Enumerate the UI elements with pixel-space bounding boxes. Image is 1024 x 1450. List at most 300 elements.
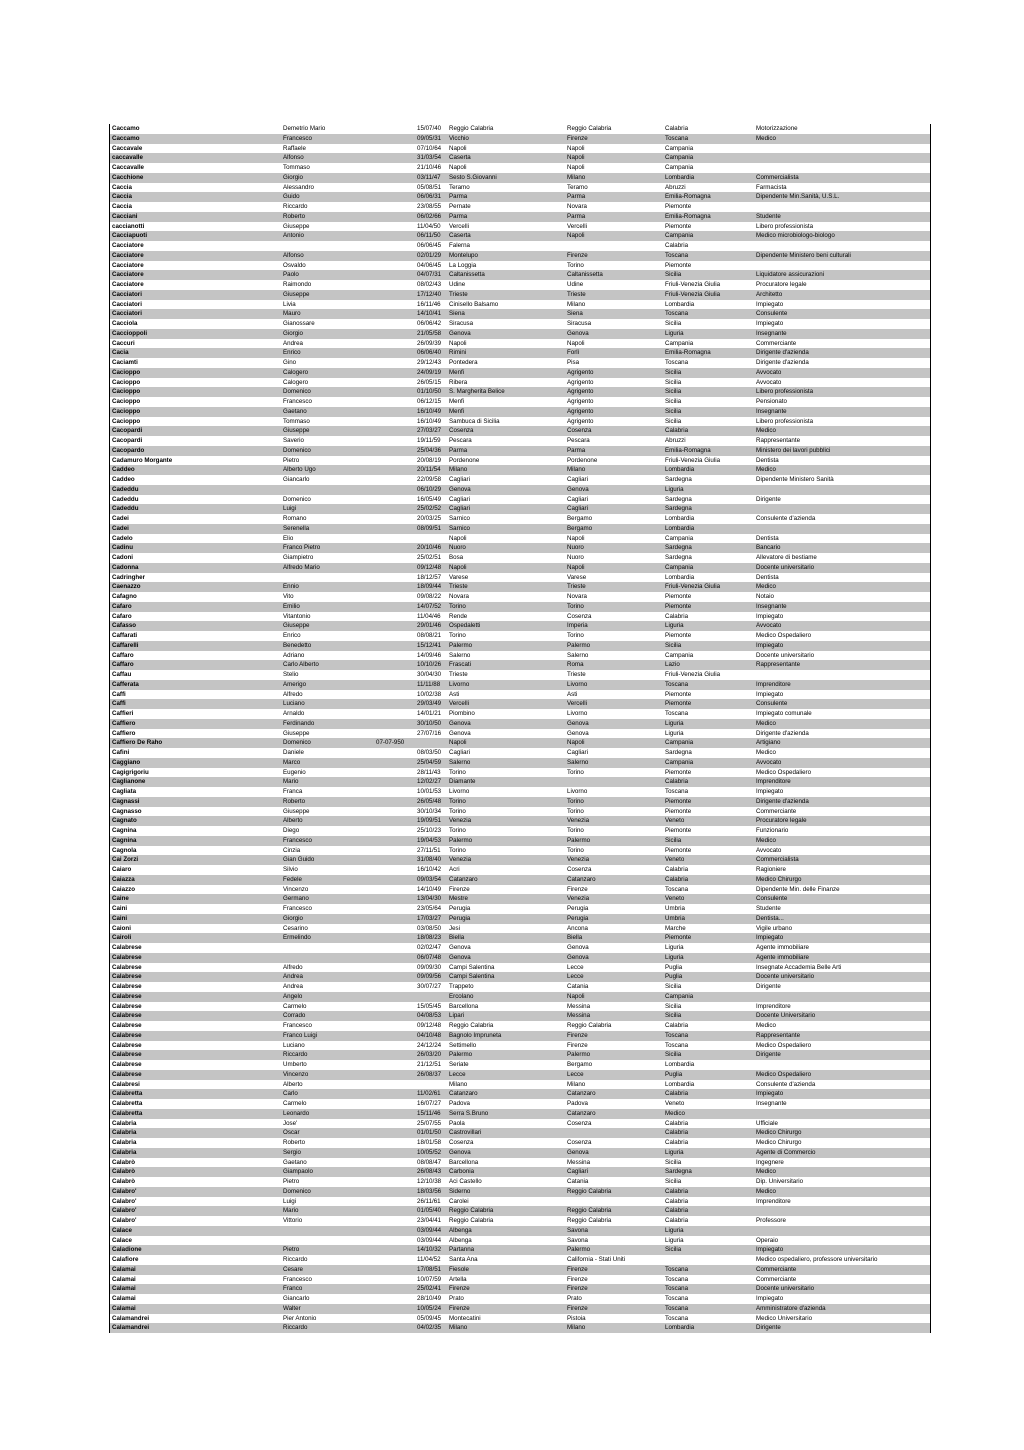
table-row [110, 1128, 930, 1138]
first-name-cell: Alberto [283, 817, 303, 825]
table-row [110, 504, 930, 514]
birth-place-cell: Albenga [449, 1226, 472, 1234]
profession-cell: Impiegato [756, 1246, 784, 1254]
surname-cell: Cacciatore [112, 251, 144, 259]
surname-cell: Caffiero [112, 729, 136, 737]
table-row [110, 1206, 930, 1216]
first-name-cell: Marco [283, 758, 301, 766]
first-name-cell: Angelo [283, 992, 303, 1000]
table-row [110, 758, 930, 768]
profession-cell: Impiegato [756, 320, 784, 327]
birth-place-cell: Reggio Calabria [449, 1207, 494, 1215]
first-name-cell: Antonio [283, 232, 304, 240]
profession-cell: Farmacista [756, 183, 787, 191]
table-row [110, 592, 930, 602]
region-cell: Lombardia [665, 466, 695, 474]
table-row [110, 680, 930, 690]
region-cell: Lombardia [665, 300, 695, 308]
birth-place-cell: Diamante [449, 778, 476, 786]
table-row [110, 699, 930, 709]
surname-cell: Cagnina [112, 836, 137, 844]
profession-cell: Architetto [756, 290, 783, 298]
first-name-cell: Guido [283, 193, 300, 201]
surname-cell: Cafasso [112, 622, 137, 630]
birth-place-cell: Perugia [449, 914, 471, 922]
birth-date-cell: 14/07/52 [417, 602, 442, 610]
surname-cell: Cai Zorzi [112, 856, 139, 864]
surname-cell: Calabro' [112, 1217, 137, 1224]
profession-cell: Consulente d'azienda [756, 515, 816, 522]
birth-date-cell: 09/09/56 [417, 973, 442, 981]
surname-cell: Calabrese [112, 1022, 142, 1029]
profession-cell: Commercialista [756, 173, 799, 181]
region-cell: Piemonte [665, 768, 692, 776]
birth-date-cell: 13/04/30 [417, 895, 442, 903]
surname-cell: Caffi [112, 700, 126, 708]
region-cell: Emilia-Romagna [665, 446, 711, 454]
profession-cell: Agente immobiliare [756, 944, 809, 951]
first-name-cell: Mauro [283, 310, 301, 318]
birth-place-cell: Carbonia [449, 1168, 475, 1176]
region-cell: Sicilia [665, 1158, 682, 1166]
birth-place-cell: Trappeto [449, 983, 474, 990]
profession-cell: Imprenditore [756, 1002, 791, 1010]
birth-place-cell: Vercelli [449, 700, 469, 708]
birth-place-cell: Parma [449, 212, 468, 220]
region-cell: Piemonte [665, 632, 692, 639]
table-row [110, 144, 930, 154]
table-row [110, 563, 930, 573]
birth-date-cell: 09/12/48 [417, 563, 442, 571]
birth-place-cell: Torino [449, 846, 466, 854]
birth-place-cell: Firenze [449, 885, 470, 893]
first-name-cell: Andrea [283, 973, 303, 981]
surname-cell: Cacioppo [112, 417, 141, 425]
first-name-cell: Gaetano [283, 407, 307, 415]
region-cell: Sicilia [665, 1002, 682, 1010]
first-name-cell: Gaetano [283, 1158, 307, 1166]
surname-cell: Cadamuro Morgante [112, 456, 173, 464]
province-cell: Palermo [567, 1246, 591, 1254]
profession-cell: Rappresentante [756, 661, 801, 669]
province-cell: Pisa [567, 359, 580, 366]
first-name-cell: Luigi [283, 505, 297, 513]
region-cell: Sardegna [665, 476, 692, 483]
birth-date-cell: 08/09/51 [417, 524, 442, 532]
table-row [110, 1314, 930, 1324]
table-row [110, 485, 930, 495]
birth-date-cell: 11/04/50 [417, 222, 441, 230]
surname-cell: Calabro' [112, 1187, 137, 1195]
profession-cell: Commerciante [756, 1275, 797, 1283]
birth-date-cell: 30/10/50 [417, 719, 442, 727]
table-row [110, 1294, 930, 1304]
profession-cell: Consulente [756, 895, 788, 903]
first-name-cell: Pietro [283, 456, 300, 464]
province-cell: Agrigento [567, 398, 594, 405]
region-cell: Toscana [665, 1265, 689, 1273]
profession-cell: Medico microbiologo-biologo [756, 232, 835, 240]
surname-cell: Cacia [112, 349, 129, 357]
province-cell: Torino [567, 846, 584, 854]
profession-cell: Impiegato comunale [756, 710, 812, 717]
table-row [110, 573, 930, 583]
birth-date-cell: 25/04/59 [417, 758, 442, 766]
surname-cell: Cacciatore [112, 271, 144, 279]
region-cell: Sicilia [665, 1178, 682, 1185]
profession-cell: Libero professionista [756, 388, 814, 396]
region-cell: Umbria [665, 914, 685, 922]
first-name-cell: Ferdinando [283, 719, 315, 727]
birth-place-cell: Ospedaletti [449, 622, 481, 630]
birth-place-cell: La Loggia [449, 261, 477, 269]
birth-date-cell: 27/11/51 [417, 846, 441, 854]
province-cell: Venezia [567, 856, 590, 864]
first-name-cell: Franca [283, 788, 303, 795]
first-name-cell: Alberto [283, 1080, 303, 1088]
birth-date-cell: 07/10/64 [417, 144, 442, 152]
birth-place-cell: Piombino [449, 710, 475, 717]
province-cell: Parma [567, 446, 586, 454]
birth-date-cell: 06/11/50 [417, 232, 441, 240]
profession-cell: Dirigente d'azienda [756, 349, 809, 357]
profession-cell: Docente universitario [756, 563, 815, 571]
birth-date-cell: 29/03/49 [417, 700, 442, 708]
province-cell: Napoli [567, 154, 585, 162]
region-cell: Calabria [665, 875, 689, 883]
surname-cell: Calabrese [112, 973, 142, 981]
surname-cell: caccavalle [112, 154, 143, 162]
table-row [110, 1089, 930, 1099]
profession-cell: Insegnate Accademia Belle Arti [756, 963, 842, 971]
profession-cell: Operaio [756, 1236, 779, 1244]
table-row [110, 1265, 930, 1275]
region-cell: Campania [665, 992, 694, 1000]
profession-cell: Studente [756, 905, 781, 912]
province-cell: Genova [567, 944, 589, 951]
table-row [110, 524, 930, 534]
surname-cell: Cacciatore [112, 242, 144, 249]
profession-cell: Imprenditore [756, 680, 791, 688]
birth-date-cell: 29/12/43 [417, 359, 442, 366]
table-row [110, 1245, 930, 1255]
birth-date-cell: 24/12/24 [417, 1041, 442, 1049]
first-name-cell: Andrea [283, 983, 303, 990]
birth-place-cell: Barcellona [449, 1158, 479, 1166]
region-cell: Medico [665, 1109, 685, 1117]
profession-cell: Medico Ospedaliero [756, 632, 812, 639]
first-name-cell: Ermelindo [283, 934, 311, 942]
province-cell: Novara [567, 593, 587, 600]
birth-date-cell: 22/09/58 [417, 476, 442, 483]
province-cell: Torino [567, 632, 584, 639]
first-name-cell: Roberto [283, 212, 306, 220]
birth-date-cell: 30/04/30 [417, 671, 442, 678]
birth-date-cell: 09/05/31 [417, 134, 442, 142]
region-cell: Calabria [665, 1129, 689, 1137]
province-cell: Salerno [567, 651, 589, 659]
region-cell: Piemonte [665, 690, 692, 698]
province-cell: Agrigento [567, 368, 594, 376]
birth-date-cell: 26/08/43 [417, 1168, 442, 1176]
birth-date-cell: 10/05/24 [417, 1304, 442, 1312]
birth-date-cell: 02/02/47 [417, 944, 442, 951]
birth-date-cell: 14/10/32 [417, 1246, 442, 1254]
birth-place-cell: Genova [449, 729, 471, 737]
birth-place-cell: Siena [449, 310, 465, 318]
table-row [110, 231, 930, 241]
province-cell: Pordenone [567, 456, 598, 464]
surname-cell: Cacciatori [112, 290, 142, 298]
surname-cell: Cacopardo [112, 446, 145, 454]
surname-cell: Caciamti [112, 359, 138, 366]
table-row [110, 738, 930, 748]
table-row [110, 729, 930, 739]
first-name-cell: Elio [283, 534, 294, 542]
province-cell: Torino [567, 602, 584, 610]
birth-place-cell: Menfi [449, 407, 465, 415]
profession-cell: Impiegato [756, 934, 784, 942]
table-row [110, 612, 930, 622]
table-row [110, 621, 930, 631]
region-cell: Sicilia [665, 836, 682, 844]
first-name-cell: Pier Antonio [283, 1314, 317, 1322]
profession-cell: Liquidatore assicurazioni [756, 271, 825, 279]
birth-place-cell: Sambuca di Sicilia [449, 417, 500, 425]
profession-cell: Dirigente d'azienda [756, 729, 809, 737]
birth-place-cell: Napoli [449, 144, 467, 152]
surname-cell: Cafaro [112, 602, 132, 610]
region-cell: Sicilia [665, 1051, 682, 1059]
surname-cell: Cacioppo [112, 398, 141, 405]
first-name-cell: Francesco [283, 1022, 312, 1029]
region-cell: Friuli-Venezia Giulia [665, 671, 721, 678]
surname-cell: Cadeddu [112, 505, 139, 513]
birth-date-cell: 21/10/46 [417, 164, 442, 171]
profession-cell: Medico [756, 466, 776, 474]
table-row [110, 1070, 930, 1080]
surname-cell: Caiaro [112, 866, 132, 873]
surname-cell: Caffarati [112, 632, 138, 639]
province-cell: Imperia [567, 622, 588, 630]
profession-cell: Artigiano [756, 739, 781, 747]
table-row [110, 514, 930, 524]
profession-cell: Allevatore di bestiame [756, 554, 817, 561]
region-cell: Liguria [665, 485, 684, 493]
region-cell: Sicilia [665, 641, 682, 649]
birth-date-cell: 20/11/54 [417, 466, 441, 474]
surname-cell: Cadelo [112, 534, 133, 542]
region-cell: Friuli-Venezia Giulia [665, 281, 721, 288]
province-cell: Siracusa [567, 320, 592, 327]
province-cell: Venezia [567, 817, 590, 825]
table-row [110, 992, 930, 1002]
surname-cell: Caiazzo [112, 885, 136, 893]
province-cell: Reggio Calabria [567, 1022, 612, 1029]
first-name-cell: Diego [283, 827, 300, 834]
first-name-cell: Leonardo [283, 1109, 310, 1117]
table-row [110, 748, 930, 758]
birth-place-cell: Vicchio [449, 134, 469, 142]
surname-cell: Cagnato [112, 817, 137, 825]
surname-cell: Caini [112, 914, 128, 922]
birth-place-cell: Cagliari [449, 749, 470, 756]
profession-cell: Medico Universitario [756, 1314, 813, 1322]
birth-date-cell: 14/10/49 [417, 885, 442, 893]
table-row [110, 397, 930, 407]
birth-place-cell: Jesi [449, 924, 461, 932]
first-name-cell: Gian Guido [283, 856, 315, 864]
birth-place-cell: Siderno [449, 1187, 471, 1195]
first-name-cell: Giuseppe [283, 290, 310, 298]
birth-date-cell: 16/05/49 [417, 495, 442, 503]
birth-date-cell: 06/02/66 [417, 212, 442, 220]
profession-cell: Libero professionista [756, 417, 814, 425]
first-name-cell: Carmelo [283, 1100, 307, 1107]
profession-cell: Medico [756, 1022, 776, 1029]
birth-place-cell: Palermo [449, 641, 473, 649]
table-row [110, 387, 930, 397]
province-cell: Perugia [567, 905, 589, 912]
profession-cell: Commercialista [756, 856, 799, 864]
birth-place-cell: Padova [449, 1100, 470, 1107]
surname-cell: Caddeo [112, 466, 135, 474]
birth-place-cell: Nuoro [449, 544, 466, 552]
birth-place-cell: Napoli [449, 534, 467, 542]
birth-place-cell: Parma [449, 446, 468, 454]
birth-place-cell: Sarnico [449, 524, 470, 532]
profession-cell: Medico Ospedaliero [756, 1070, 812, 1078]
birth-date-cell: 08/08/21 [417, 632, 442, 639]
province-cell: Cosenza [567, 1139, 592, 1146]
province-cell: Napoli [567, 232, 585, 240]
province-cell: Asti [567, 690, 578, 698]
birth-date-cell: 26/05/48 [417, 797, 442, 805]
province-cell: Firenze [567, 1031, 588, 1039]
birth-place-cell: Acri [449, 866, 460, 873]
surname-cell: Caccuri [112, 339, 135, 347]
region-cell: Campania [665, 232, 694, 240]
province-cell: Udine [567, 281, 584, 288]
surname-cell: caccianotti [112, 222, 145, 230]
profession-cell: Docente universitario [756, 1285, 815, 1293]
first-name-cell: Pietro [283, 1246, 300, 1254]
table-row [110, 534, 930, 544]
birth-place-cell: Sesto S.Giovanni [449, 173, 497, 181]
region-cell: Calabria [665, 866, 689, 873]
first-name-cell: Alfredo [283, 690, 303, 698]
province-cell: Firenze [567, 1041, 588, 1049]
surname-cell: Caffaro [112, 651, 134, 659]
table-row [110, 339, 930, 349]
profession-cell: Dipendente Min. delle Finanze [756, 885, 840, 893]
birth-date-cell: 04/06/45 [417, 261, 442, 269]
region-cell: Toscana [665, 359, 689, 366]
first-name-cell: Giancarlo [283, 1295, 310, 1302]
birth-date-cell: 16/10/42 [417, 866, 442, 873]
surname-cell: Cacopardi [112, 437, 143, 444]
first-name-cell: Giuseppe [283, 807, 310, 815]
table-row [110, 280, 930, 290]
surname-cell: Cafferata [112, 680, 139, 688]
region-cell: Calabria [665, 612, 689, 620]
first-name-cell: Eugenio [283, 768, 306, 776]
birth-date-cell: 31/08/40 [417, 856, 442, 864]
province-cell: Agrigento [567, 407, 594, 415]
table-row [110, 1304, 930, 1314]
table-row [110, 670, 930, 680]
birth-date-cell: 23/08/55 [417, 203, 442, 210]
profession-cell: Dirigente [756, 495, 781, 503]
first-name-cell: Saverio [283, 437, 304, 444]
province-cell: Novara [567, 203, 587, 210]
birth-place-cell: Teramo [449, 183, 470, 191]
birth-date-cell: 15/07/40 [417, 125, 442, 132]
first-name-cell: Cesare [283, 1265, 303, 1273]
table-row [110, 465, 930, 475]
surname-cell: Caccavalle [112, 164, 144, 171]
province-cell: Milano [567, 466, 586, 474]
birth-place-cell: Sarnico [449, 515, 470, 522]
birth-place-cell: Venezia [449, 856, 472, 864]
region-cell: Piemonte [665, 700, 692, 708]
province-cell: Firenze [567, 134, 588, 142]
first-name-cell: Gianossare [283, 320, 315, 327]
birth-place-cell: Campi Salentina [449, 963, 495, 971]
province-cell: Napoli [567, 563, 585, 571]
surname-cell: Cacciatore [112, 281, 144, 288]
birth-place-cell: Frascati [449, 661, 472, 669]
birth-place-cell: Menfi [449, 368, 465, 376]
surname-cell: Cairoli [112, 934, 132, 942]
first-name-cell: Giorgio [283, 914, 303, 922]
birth-date-cell: 18/09/44 [417, 583, 442, 591]
first-name-cell: Mario [283, 1207, 299, 1215]
province-cell: Agrigento [567, 378, 594, 386]
surname-cell: Cagliata [112, 788, 137, 795]
province-cell: Savona [567, 1236, 588, 1244]
region-cell: Lombardia [665, 524, 695, 532]
province-cell: Venezia [567, 895, 590, 903]
surname-cell: Calabrese [112, 953, 142, 961]
region-cell: Friuli-Venezia Giulia [665, 290, 721, 298]
table-row [110, 300, 930, 310]
birth-place-cell: Montecatini [449, 1314, 481, 1322]
table-row [110, 456, 930, 466]
table-row [110, 963, 930, 973]
birth-place-cell: Caserta [449, 232, 471, 240]
table-row [110, 816, 930, 826]
profession-cell: Motorizzazione [756, 125, 798, 132]
region-cell: Sicilia [665, 271, 682, 279]
region-cell: Lombardia [665, 1324, 695, 1332]
birth-date-cell: 25/07/55 [417, 1119, 442, 1127]
birth-place-cell: Genova [449, 329, 471, 337]
province-cell: Forlì [567, 349, 580, 357]
province-cell: Pescara [567, 437, 590, 444]
birth-date-cell: 09/12/48 [417, 1022, 442, 1029]
province-cell: Cosenza [567, 612, 592, 620]
birth-date-cell: 27/07/16 [417, 729, 442, 737]
region-cell: Liguria [665, 1226, 684, 1234]
birth-date-cell: 10/05/52 [417, 1148, 442, 1156]
first-name-cell: Giorgio [283, 173, 303, 181]
table-row [110, 436, 930, 446]
profession-cell: Dipendente Ministero Sanità [756, 476, 834, 483]
profession-cell: Dirigente [756, 1051, 781, 1059]
profession-cell: Insegnante [756, 1100, 787, 1107]
surname-cell: Calabrese [112, 1012, 142, 1020]
